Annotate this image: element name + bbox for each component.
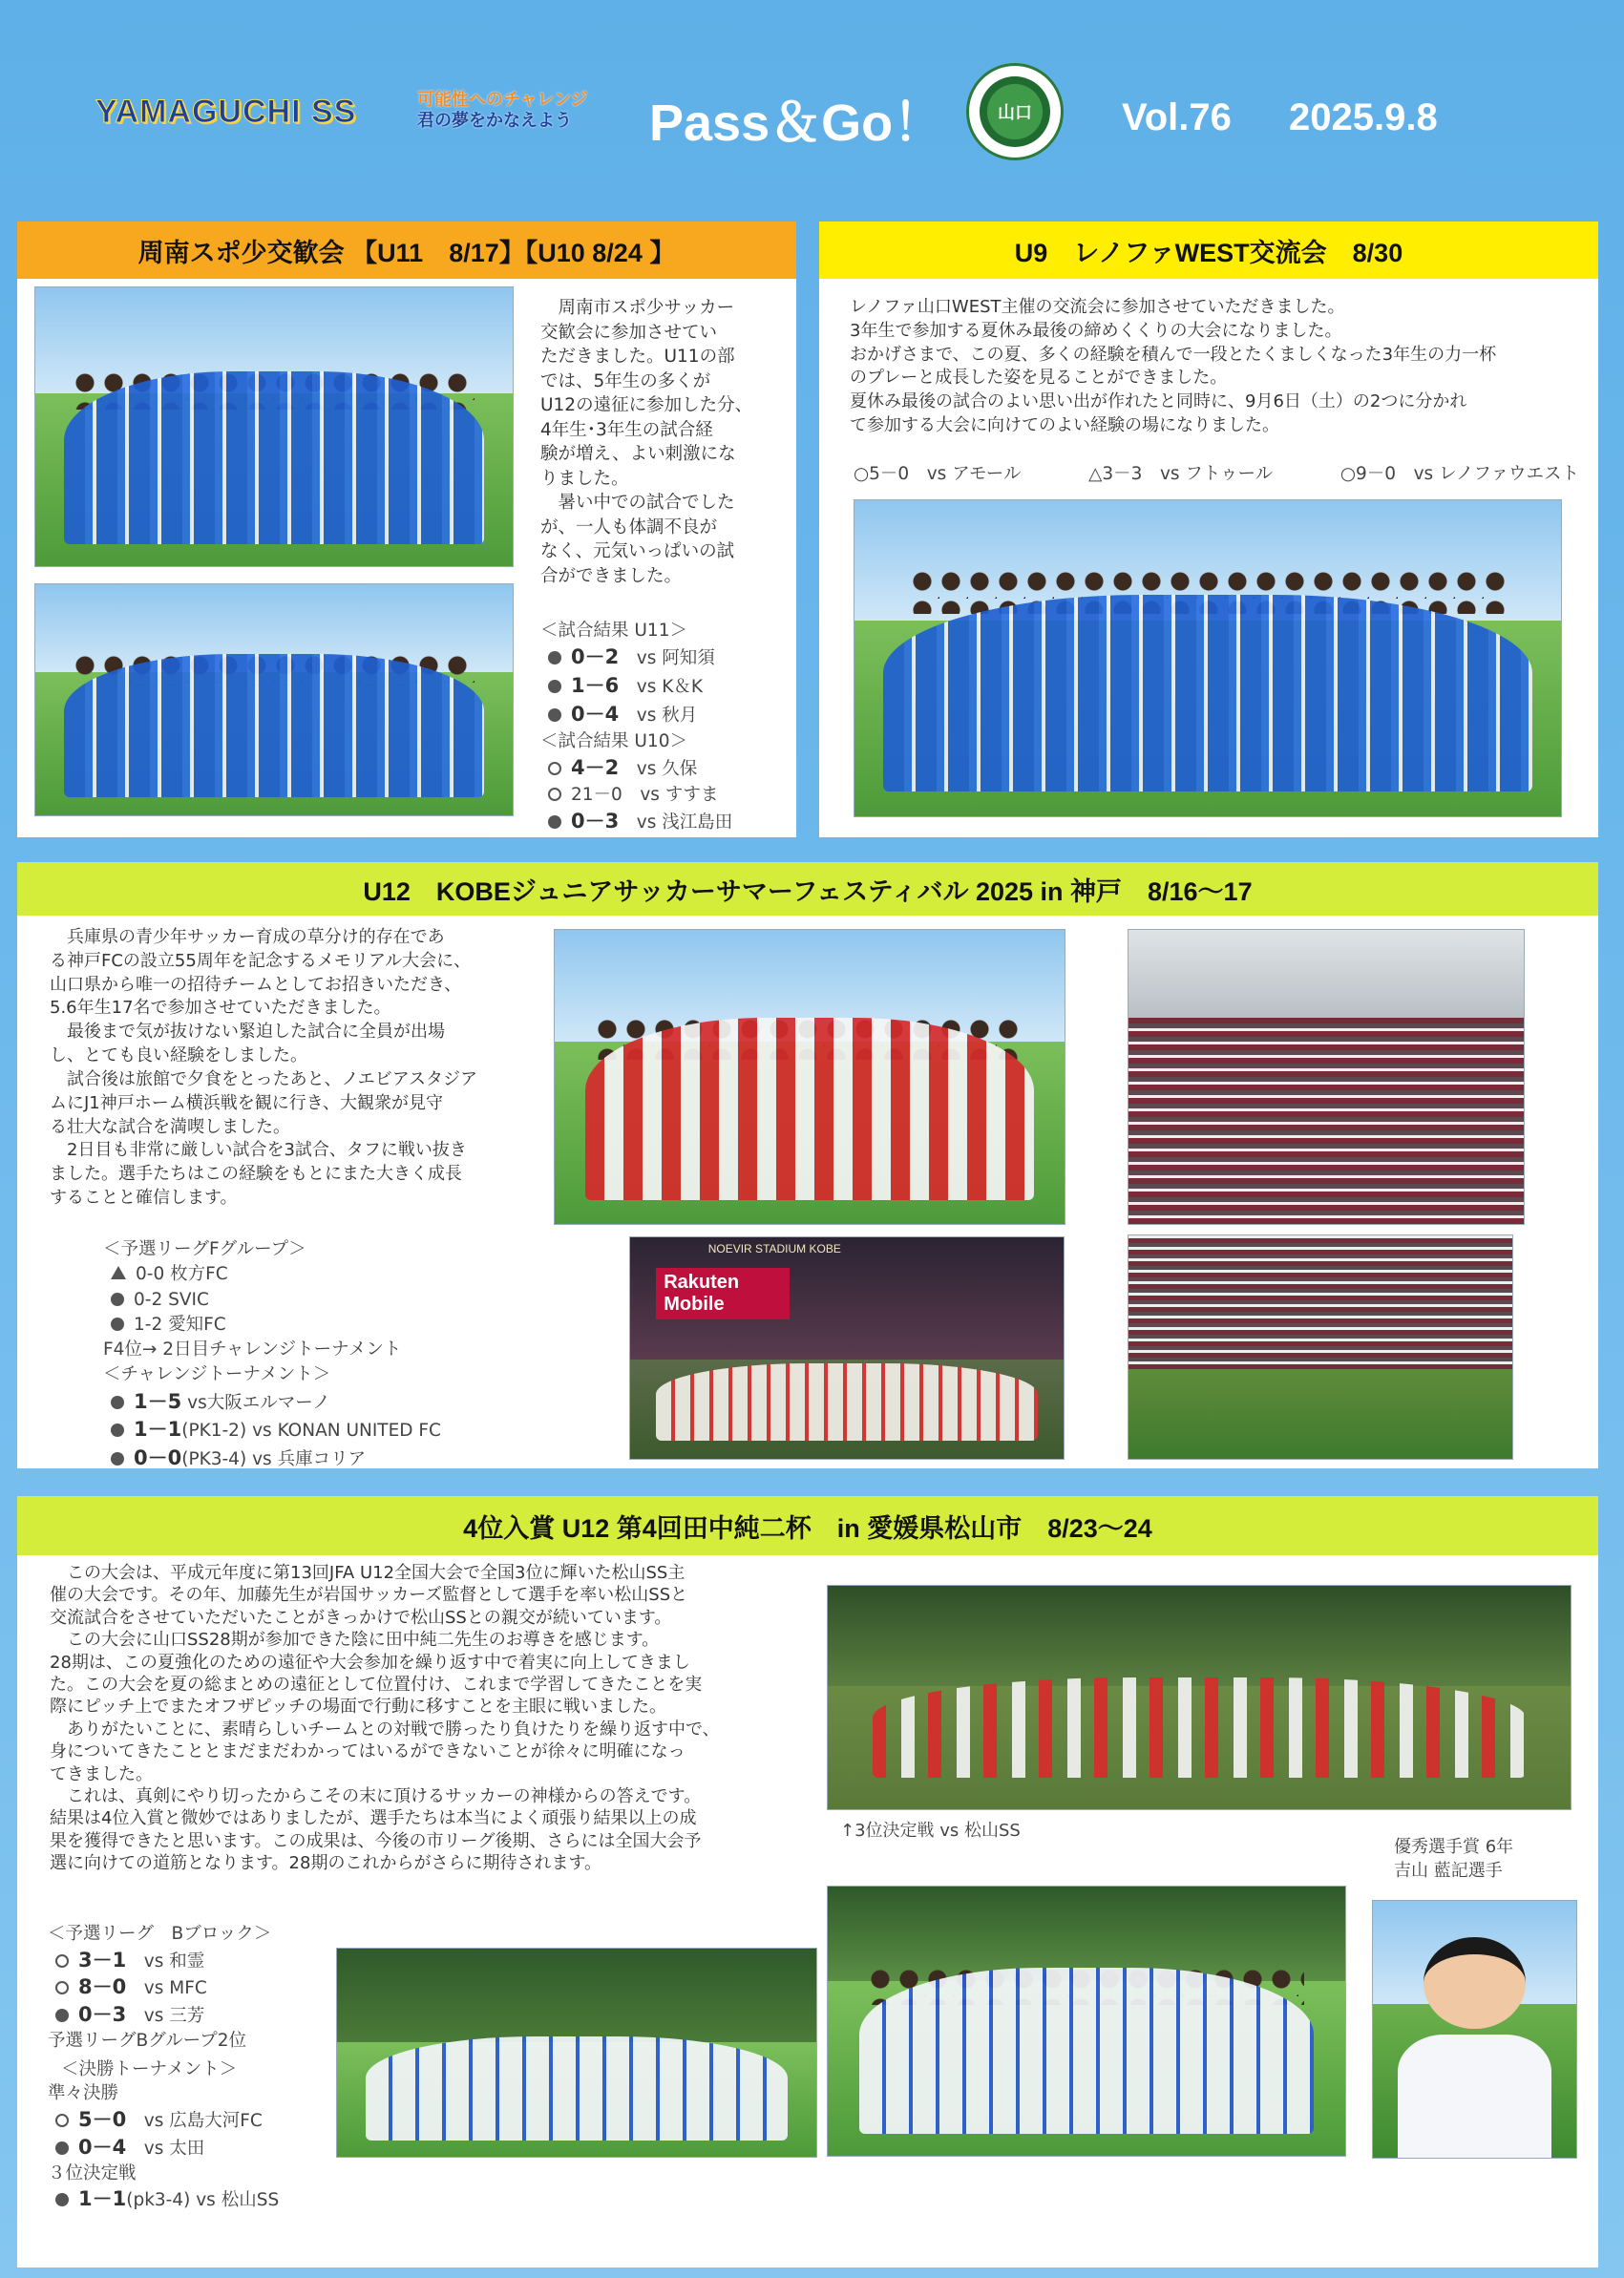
win-mark-icon — [55, 1981, 69, 1994]
photo-u11-team — [34, 286, 514, 567]
result-row: 1－5 vs大阪エルマーノ — [103, 1388, 552, 1417]
photo-huddle — [336, 1948, 817, 2158]
result-row: 0-2 SVIC — [103, 1288, 552, 1313]
loss-mark-icon — [111, 1318, 124, 1331]
loss-mark-icon — [548, 651, 561, 664]
result-item: ○9－0 vs レノファウエスト — [1339, 464, 1579, 484]
loss-mark-icon — [111, 1452, 124, 1466]
final-title: ＜決勝トーナメント＞ — [61, 2058, 238, 2079]
stadium-sign: NOEVIR STADIUM KOBE — [707, 1241, 841, 1255]
results-tanaka — [48, 1922, 334, 2213]
win-mark-icon — [55, 1954, 69, 1968]
section-kobe-heading: U12 KOBEジュニアサッカーサマーフェスティバル 2025 in 神戸 8/16～17 — [17, 862, 1598, 916]
section-renofa-body: レノファ山口WEST主催の交流会に参加させていただきました。 3年生で参加する夏休み最後の締めくくりの大会になりました。 おかげさまで、この夏、多くの経験を積んで一段とたくましくなった3年生の力一杯 のプレーと成長した姿を見ることができました。 夏休み最後の試合のよい思い出が作れたと同時に、9月6日（土）の2つに分かれ て参加する大会に向けてのよい経験の場になりました。 — [850, 297, 1497, 436]
result-row: 1－1(pk3-4) vs 松山SS — [48, 2185, 334, 2213]
emblem-inner — [980, 76, 1050, 147]
slogan-line-2: 君の夢をかなえよう — [417, 110, 572, 131]
photo-kobe-team — [554, 929, 1065, 1225]
result-row: 8－0 vs MFC — [48, 1973, 334, 2001]
club-emblem — [966, 63, 1064, 160]
league-title: ＜予選リーグ Bブロック＞ — [48, 1924, 272, 1944]
win-mark-icon — [55, 2114, 69, 2127]
result-row: 0－3 vs 浅江島田 — [540, 808, 789, 836]
rakuten-sign: Rakuten Mobile — [656, 1268, 790, 1319]
photo-tanaka-team — [827, 1886, 1346, 2157]
result-row: 0－3 vs 三芳 — [48, 2001, 334, 2029]
results-u10-title: ＜試合結果 U10＞ — [540, 730, 687, 751]
results-u11-title: ＜試合結果 U11＞ — [540, 621, 687, 641]
result-row: 5－0 vs 広島大河FC — [48, 2106, 334, 2134]
loss-mark-icon — [548, 815, 561, 829]
section-renofa-heading: U9 レノファWEST交流会 8/30 — [819, 221, 1598, 279]
group-summary: F4位→ 2日目チャレンジトーナメント — [103, 1339, 402, 1360]
section-shunan-heading: 周南スポ少交歓会 【U11 8/17】【U10 8/24 】 — [17, 221, 796, 279]
result-item: ○5－0 vs アモール — [854, 464, 1022, 484]
newsletter-title: Pass＆Go！ — [649, 95, 945, 152]
qf-label: 準々決勝 — [48, 2083, 119, 2104]
result-row: 0-0 枚方FC — [103, 1262, 552, 1287]
photo-third-place-match — [827, 1585, 1571, 1810]
section-tanaka-body: この大会は、平成元年度に第13回JFA U12全国大会で全国3位に輝いた松山SS主 催の大会です。その年、加藤先生が岩国サッカーズ監督として選手を率い松山SSと 交流試合をさせていただいたことがきっかけで松山SSとの親交が続いています。 この大会に山口SS28期が参加できた陰に田中純二先生のお導きを感じます。 28期は、この夏強化のための遠征や大会参加を繰り返す中で着実に向上してきまし た。この大会を夏の総まとめの遠征として位置付け、これまで学習してきたことを実 際にピッチ上でまたオフザピッチの場面で行動に移すことを主眼に戦いました。 ありがたいことに、素晴らしいチームとの対戦で勝ったり負けたりを繰り返す中で、 身についてきたこととまだまだわかってはいるができないことが徐々に明確になっ てきました。 これは、真剣にやり切ったからこその末に頂けるサッカーの神様からの答えです。 結果は4位入賞と微妙ではありましたが、選手たちは本当によく頑張り結果以上の成 果を獲得できたと思います。この成果は、今後の市リーグ後期、さらには全国大会予 選に向けての道筋となります。28期のこれからがさらに期待されます。 — [50, 1563, 720, 1874]
result-row: 4－2 vs 久保 — [540, 754, 789, 783]
brand-name: YAMAGUCHI SS — [95, 94, 357, 130]
result-row: 1－1(PK1-2) vs KONAN UNITED FC — [103, 1416, 552, 1445]
result-row: 0－2 vs 阿知須 — [540, 643, 789, 672]
photo-stadium-stands — [1128, 929, 1525, 1225]
award-line-1: 優秀選手賞 6年 — [1394, 1837, 1514, 1857]
slogan-line-1: 可能性へのチャレンジ — [417, 90, 588, 110]
slogan — [417, 90, 588, 131]
award-caption — [1394, 1835, 1513, 1883]
result-row: 1-2 愛知FC — [103, 1313, 552, 1338]
result-row: 1－6 vs K＆K — [540, 672, 789, 701]
league-summary: 予選リーグBグループ2位 — [48, 2031, 246, 2052]
photo-rakuten-night — [629, 1236, 1065, 1460]
result-row: 3－1 vs 和霊 — [48, 1947, 334, 1974]
loss-mark-icon — [55, 2193, 69, 2206]
result-row: 0－4 vs 太田 — [48, 2134, 334, 2162]
loss-mark-icon — [111, 1293, 124, 1306]
win-mark-icon — [548, 762, 561, 775]
volume-number: Vol.76 — [1122, 96, 1232, 138]
loss-mark-icon — [55, 2009, 69, 2022]
draw-mark-icon — [111, 1266, 126, 1279]
photo-match-stands — [1128, 1234, 1513, 1460]
results-kobe — [103, 1237, 552, 1473]
photo-u10-team — [34, 583, 514, 816]
result-row: 21－0 vs すすま — [540, 783, 789, 808]
award-line-2: 吉山 藍記選手 — [1394, 1861, 1503, 1882]
section-shunan-body: 周南市スポ少サッカー 交歓会に参加させてい ただきました。U11の部 では、5年生の多くが U12の遠征に参加した分、 4年生･3年生の試合経 験が増え、よい刺激にな りました。 暑い中での試合でした が、一人も体調不良が なく、元気いっぱいの試 合ができました。 — [540, 298, 753, 586]
result-row: 0－0(PK3-4) vs 兵庫コリア — [103, 1445, 552, 1473]
results-u9 — [854, 462, 1579, 487]
loss-mark-icon — [548, 708, 561, 722]
result-item: △3－3 vs フトゥール — [1088, 464, 1274, 484]
issue-date: 2025.9.8 — [1289, 96, 1438, 138]
results-u11 — [540, 619, 789, 836]
result-row: 0－4 vs 秋月 — [540, 701, 789, 729]
third-label: ３位決定戦 — [48, 2162, 137, 2183]
section-tanaka-heading: 4位入賞 U12 第4回田中純二杯 in 愛媛県松山市 8/23～24 — [17, 1496, 1598, 1555]
loss-mark-icon — [548, 680, 561, 693]
photo-caption: ↑3位決定戦 vs 松山SS — [840, 1821, 1021, 1841]
loss-mark-icon — [111, 1396, 124, 1409]
photo-award-player — [1372, 1900, 1577, 2159]
brand-logo — [95, 94, 356, 131]
emblem-text: 山口 — [998, 103, 1032, 123]
tournament-title: ＜チャレンジトーナメント＞ — [103, 1364, 331, 1385]
photo-u9-team — [854, 499, 1562, 817]
loss-mark-icon — [55, 2141, 69, 2155]
section-kobe-body: 兵庫県の青少年サッカー育成の草分け的存在であ る神戸FCの設立55周年を記念するメモリアル大会に、 山口県から唯一の招待チームとしてお招きいただき、 5.6年生17名で参加させていただきました。 最後まで気が抜けない緊迫した試合に全員が出場 し、とても良い経験をしました。 試合後は旅館で夕食をとったあと、ノエビアスタジア ムにJ1神戸ホーム横浜戦を観に行き、大観衆が見守 る壮大な試合を満喫しました。 2日目も非常に厳しい試合を3試合、タフに戦い抜き ました。選手たちはこの経験をもとにまた大きく成長 することと確信します。 — [50, 927, 478, 1209]
group-title: ＜予選リーグFグループ＞ — [103, 1239, 306, 1259]
loss-mark-icon — [111, 1424, 124, 1437]
win-mark-icon — [548, 788, 561, 801]
